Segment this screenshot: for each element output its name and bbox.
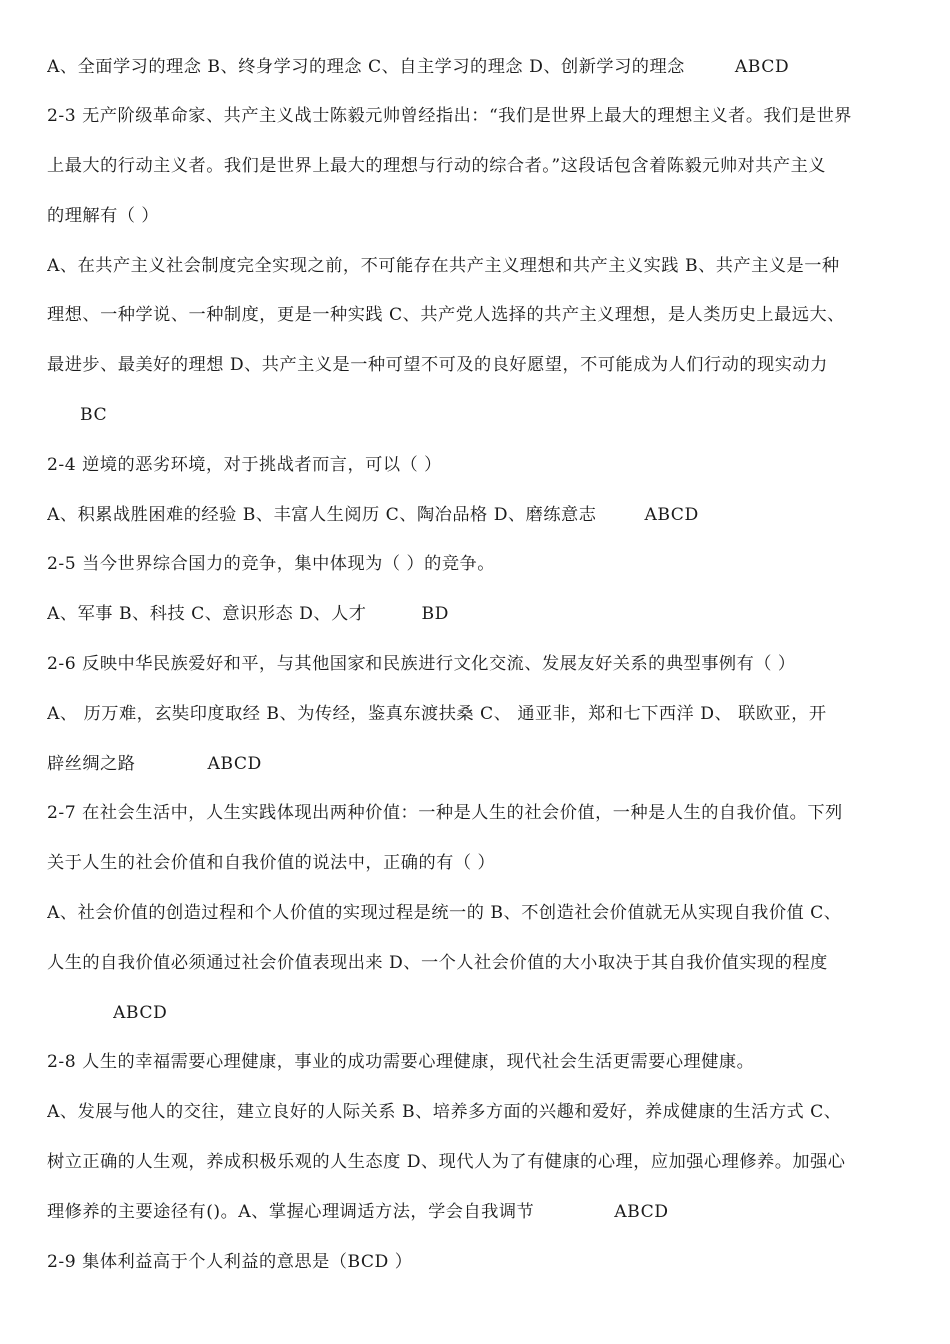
question-2-8: 2-8 人生的幸福需要心理健康，事业的成功需要心理健康，现代社会生活更需要心理健康。 xyxy=(47,1052,755,1072)
text-line: A、军事 B、科技 C、意识形态 D、人才 BD xyxy=(47,604,449,624)
answer-key: BC xyxy=(80,405,108,425)
text-line: A、在共产主义社会制度完全实现之前，不可能存在共产主义理想和共产主义实践 B、共产主义是一种 xyxy=(47,256,840,276)
answer-key: ABCD xyxy=(734,57,790,77)
text-line: 上最大的行动主义者。我们是世界上最大的理想与行动的综合者。”这段话包含着陈毅元帅对共产主义 xyxy=(47,156,826,176)
question-2-5: 2-5 当今世界综合国力的竞争，集中体现为（ ）的竞争。 xyxy=(47,554,495,574)
answer-key: ABCD xyxy=(207,754,262,774)
question-2-4: 2-4 逆境的恶劣环境，对于挑战者而言，可以（ ） xyxy=(47,455,442,475)
answer-key: ABCD xyxy=(113,1003,168,1023)
text-line: 理修养的主要途径有()。A、掌握心理调适方法，学会自我调节 ABCD xyxy=(47,1202,669,1222)
text-line: A、 历万难，玄奘印度取经 B、为传经，鉴真东渡扶桑 C、 通亚非，郑和七下西洋 D、 联欧亚，开 xyxy=(47,704,827,724)
question-2-3: 2-3 无产阶级革命家、共产主义战士陈毅元帅曾经指出：“我们是世界上最大的理想主义者。我们是世界 xyxy=(47,106,852,126)
question-2-6: 2-6 反映中华民族爱好和平，与其他国家和民族进行文化交流、发展友好关系的典型事例有（ ） xyxy=(47,654,796,674)
text-line: A、全面学习的理念 B、终身学习的理念 C、自主学习的理念 D、创新学习的理念 ABCD xyxy=(47,57,790,77)
text-line: 最进步、最美好的理想 D、共产主义是一种可望不可及的良好愿望，不可能成为人们行动的现实动力 xyxy=(47,355,828,375)
question-2-7: 2-7 在社会生活中，人生实践体现出两种价值：一种是人生的社会价值，一种是人生的自我价值。下列 xyxy=(47,803,843,823)
answer-key: ABCD xyxy=(614,1202,669,1222)
text-line: 人生的自我价值必须通过社会价值表现出来 D、一个人社会价值的大小取决于其自我价值实现的程度 xyxy=(47,953,828,973)
answer-key: BD xyxy=(421,604,449,624)
text-line: 树立正确的人生观，养成积极乐观的人生态度 D、现代人为了有健康的心理，应加强心理修养。加强心 xyxy=(47,1152,846,1172)
text-line: A、发展与他人的交往，建立良好的人际关系 B、培养多方面的兴趣和爱好，养成健康的生活方式 C、 xyxy=(47,1102,842,1122)
text-line: 的理解有（ ） xyxy=(47,206,160,226)
text-line: A、社会价值的创造过程和个人价值的实现过程是统一的 B、不创造社会价值就无从实现自我价值 C、 xyxy=(47,903,842,923)
text-line: 理想、一种学说、一种制度，更是一种实践 C、共产党人选择的共产主义理想，是人类历史上最远大、 xyxy=(47,305,845,325)
text-line: 关于人生的社会价值和自我价值的说法中，正确的有（ ） xyxy=(47,853,496,873)
text-line: A、积累战胜困难的经验 B、丰富人生阅历 C、陶冶品格 D、磨练意志 ABCD xyxy=(47,505,699,525)
answer-key: ABCD xyxy=(644,505,699,525)
question-2-9: 2-9 集体利益高于个人利益的意思是（BCD ） xyxy=(47,1252,413,1272)
text-line: 辟丝绸之路 ABCD xyxy=(47,754,262,774)
